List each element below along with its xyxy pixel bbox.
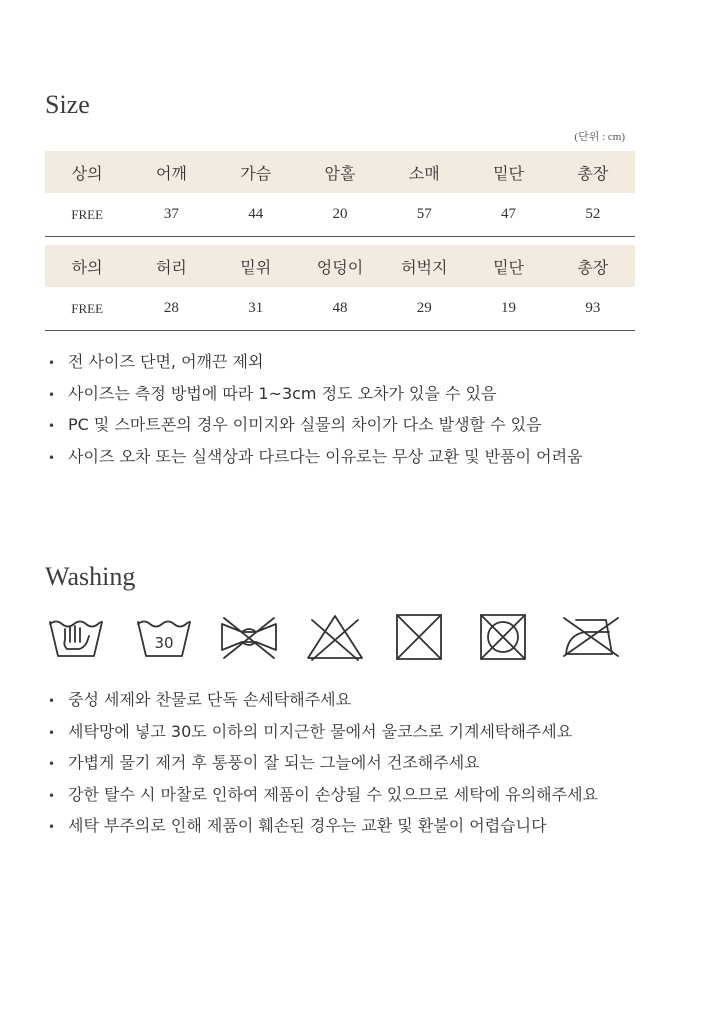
header-cell: 밑단 [466,245,550,287]
note-text: 중성 세제와 찬물로 단독 손세탁해주세요 [68,690,352,709]
machine-wash-30-icon [134,612,194,662]
table-cell: FREE [45,193,129,237]
table-cell: 29 [382,287,466,331]
header-cell: 총장 [551,151,635,193]
bullet-icon: • [48,419,56,433]
bullet-icon: • [48,387,56,402]
header-cell: 밑위 [214,245,298,287]
table-cell: 57 [382,193,466,237]
list-item [48,346,583,378]
table-cell: 93 [551,287,635,331]
table-cell: 44 [214,193,298,237]
wash-temp-label: 30 [154,634,174,652]
note-text: 사이즈 오차 또는 실색상과 다르다는 이유로는 무상 교환 및 반품이 어려움 [68,446,583,466]
bullet-icon: • [48,725,56,740]
bullet-icon: • [48,820,56,834]
list-item [48,409,583,441]
do-not-dry-clean-icon [478,612,528,662]
list-item [48,779,598,811]
list-item [48,684,598,716]
header-cell: 허벅지 [382,245,466,287]
note-text: 전 사이즈 단면, 어깨끈 제외 [68,352,264,371]
size-title: Size [45,90,90,119]
unit-label: (단위 : cm) [574,131,625,143]
table-cell: 52 [551,193,635,237]
list-item [48,716,598,748]
note-text: PC 및 스마트폰의 경우 이미지와 실물의 차이가 다소 발생할 수 있음 [68,415,542,434]
do-not-bleach-icon [304,612,366,662]
header-cell: 상의 [45,151,129,193]
bottom-size-table [45,245,635,331]
table-header-row [45,245,635,287]
header-cell: 총장 [551,245,635,287]
note-text: 세탁망에 넣고 30도 이하의 미지근한 물에서 울코스로 기계세탁해주세요 [68,721,573,741]
table-cell: 48 [298,287,382,331]
list-item [48,378,583,410]
header-cell: 하의 [45,245,129,287]
header-cell: 가슴 [214,151,298,193]
table-cell: 47 [466,193,550,237]
list-item [48,747,598,779]
header-cell: 암홀 [298,151,382,193]
bullet-icon: • [48,694,56,708]
note-text: 사이즈는 측정 방법에 따라 1~3cm 정도 오차가 있을 수 있음 [68,383,497,403]
do-not-tumble-dry-icon [394,612,444,662]
table-cell: 20 [298,193,382,237]
table-cell: 28 [129,287,213,331]
header-cell: 어깨 [129,151,213,193]
top-size-table [45,151,635,237]
bullet-icon: • [48,788,56,803]
list-item [48,441,583,473]
bullet-icon: • [48,757,56,771]
do-not-iron-icon [560,612,622,662]
table-cell: 37 [129,193,213,237]
bullet-icon: • [48,450,56,465]
table-header-row [45,151,635,193]
table-cell: 31 [214,287,298,331]
table-cell: FREE [45,287,129,331]
bullet-icon: • [48,356,56,370]
header-cell: 밑단 [466,151,550,193]
do-not-wring-icon [218,612,280,662]
care-icons [46,612,626,664]
note-text: 강한 탈수 시 마찰로 인하여 제품이 손상될 수 있으므로 세탁에 유의해주세요 [68,784,598,804]
table-row [45,193,635,237]
header-cell: 엉덩이 [298,245,382,287]
table-cell: 19 [466,287,550,331]
washing-notes-list [48,684,598,842]
size-notes-list [48,346,583,472]
header-cell: 소매 [382,151,466,193]
note-text: 가볍게 물기 제거 후 통풍이 잘 되는 그늘에서 건조해주세요 [68,753,480,772]
header-cell: 허리 [129,245,213,287]
hand-wash-icon [46,612,106,662]
note-text: 세탁 부주의로 인해 제품이 훼손된 경우는 교환 및 환불이 어렵습니다 [68,816,547,835]
table-row [45,287,635,331]
washing-title: Washing [45,562,136,591]
list-item [48,810,598,842]
